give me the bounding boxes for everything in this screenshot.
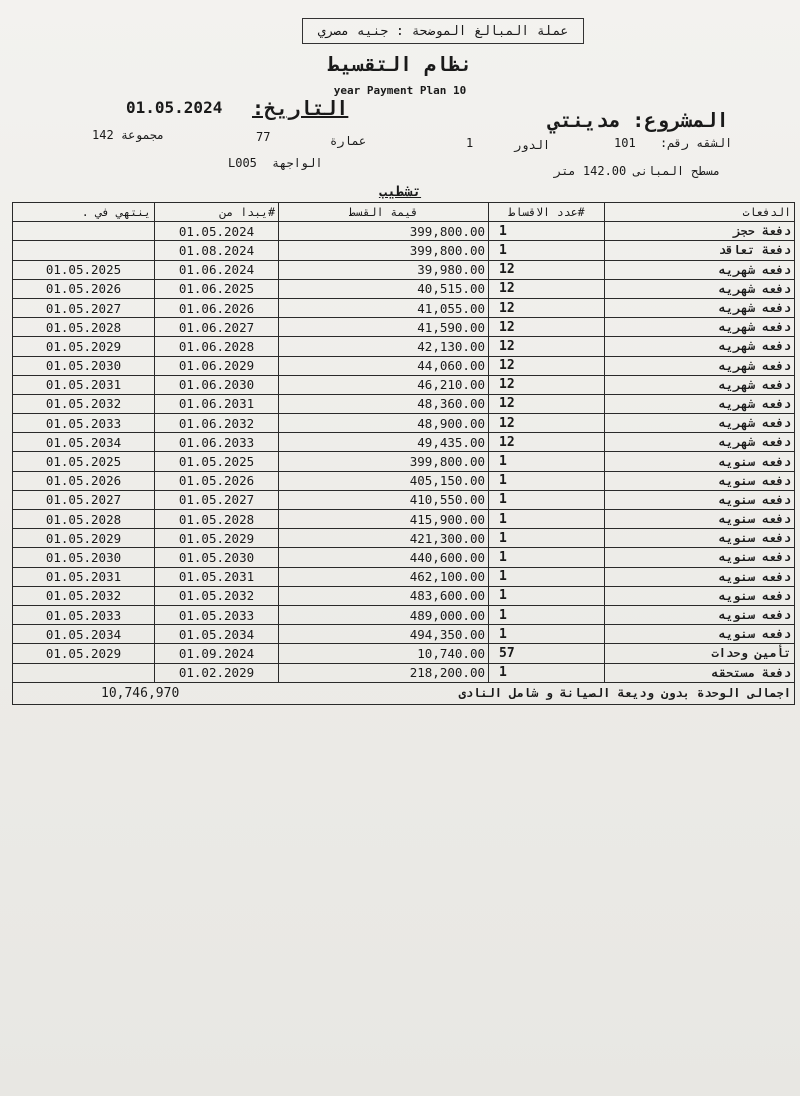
table-row: [13, 222, 795, 241]
end-date-cell: 01.05.2032: [13, 586, 155, 605]
payment-type-cell: دفعه سنويه: [605, 548, 795, 567]
amount-cell: 39,980.00: [279, 260, 489, 279]
start-date-cell: 01.05.2025: [155, 452, 279, 471]
end-date-cell: 01.05.2031: [13, 567, 155, 586]
table-row: [13, 510, 795, 529]
start-date-cell: 01.02.2029: [155, 663, 279, 682]
header-count: #عدد الاقساط: [489, 203, 605, 222]
end-date-cell: 01.05.2033: [13, 605, 155, 624]
count-cell: 1: [489, 490, 605, 509]
payment-type-cell: دفعه سنويه: [605, 529, 795, 548]
header-end: ينتهي في .: [13, 203, 155, 222]
end-date-cell: 01.05.2025: [13, 452, 155, 471]
table-row: [13, 298, 795, 317]
total-value: 10,746,970: [13, 682, 279, 704]
start-date-cell: 01.05.2031: [155, 567, 279, 586]
end-date-cell: 01.05.2032: [13, 394, 155, 413]
table-row: [13, 529, 795, 548]
amount-cell: 415,900.00: [279, 510, 489, 529]
payment-type-cell: دفعه سنويه: [605, 510, 795, 529]
count-cell: 1: [489, 567, 605, 586]
amount-cell: 40,515.00: [279, 279, 489, 298]
end-date-cell: [13, 222, 155, 241]
header-type: الدفعات: [605, 203, 795, 222]
amount-cell: 483,600.00: [279, 586, 489, 605]
end-date-cell: 01.05.2030: [13, 356, 155, 375]
amount-cell: 399,800.00: [279, 452, 489, 471]
start-date-cell: 01.06.2031: [155, 394, 279, 413]
payment-type-cell: دفعة حجز: [605, 222, 795, 241]
table-row: [13, 394, 795, 413]
table-row: [13, 260, 795, 279]
end-date-cell: 01.05.2026: [13, 279, 155, 298]
payment-type-cell: دفعه سنويه: [605, 605, 795, 624]
start-date-cell: 01.05.2024: [155, 222, 279, 241]
count-cell: 12: [489, 260, 605, 279]
start-date-cell: 01.05.2032: [155, 586, 279, 605]
table-row: [13, 375, 795, 394]
start-date-cell: 01.05.2034: [155, 625, 279, 644]
end-date-cell: 01.05.2034: [13, 625, 155, 644]
payment-type-cell: دفعه سنويه: [605, 490, 795, 509]
table-row: [13, 663, 795, 682]
apartment-value: 101: [614, 136, 636, 150]
count-cell: 1: [489, 471, 605, 490]
count-cell: 12: [489, 356, 605, 375]
end-date-cell: 01.05.2029: [13, 337, 155, 356]
payment-type-cell: دفعه شهريه: [605, 279, 795, 298]
amount-cell: 48,360.00: [279, 394, 489, 413]
amount-cell: 41,055.00: [279, 298, 489, 317]
table-row: [13, 586, 795, 605]
total-row: [13, 682, 795, 704]
table-row: [13, 433, 795, 452]
table-row: [13, 279, 795, 298]
start-date-cell: 01.06.2025: [155, 279, 279, 298]
payment-type-cell: دفعه شهريه: [605, 298, 795, 317]
count-cell: 12: [489, 337, 605, 356]
end-date-cell: 01.05.2025: [13, 260, 155, 279]
end-date-cell: 01.05.2029: [13, 644, 155, 663]
count-cell: 1: [489, 625, 605, 644]
amount-cell: 218,200.00: [279, 663, 489, 682]
end-date-cell: 01.05.2030: [13, 548, 155, 567]
payment-type-cell: دفعه شهريه: [605, 260, 795, 279]
amount-cell: 46,210.00: [279, 375, 489, 394]
facade-value: L005: [228, 156, 257, 170]
end-date-cell: 01.05.2028: [13, 318, 155, 337]
start-date-cell: 01.08.2024: [155, 241, 279, 260]
start-date-cell: 01.09.2024: [155, 644, 279, 663]
payment-plan-table: [12, 202, 795, 705]
end-date-cell: [13, 241, 155, 260]
amount-cell: 399,800.00: [279, 241, 489, 260]
area-info: مسطح المبانى 142.00 متر: [554, 164, 721, 178]
table-row: [13, 318, 795, 337]
end-date-cell: 01.05.2026: [13, 471, 155, 490]
building-label: عمارة: [330, 134, 367, 148]
count-cell: 1: [489, 222, 605, 241]
count-cell: 1: [489, 605, 605, 624]
start-date-cell: 01.06.2030: [155, 375, 279, 394]
amount-cell: 44,060.00: [279, 356, 489, 375]
group-value: مجموعة 142: [92, 128, 165, 142]
end-date-cell: [13, 663, 155, 682]
count-cell: 12: [489, 279, 605, 298]
table-row: [13, 452, 795, 471]
payment-type-cell: دفعه سنويه: [605, 452, 795, 471]
payment-type-cell: دفعه سنويه: [605, 586, 795, 605]
payment-type-cell: دفعة مستحقه: [605, 663, 795, 682]
amount-cell: 41,590.00: [279, 318, 489, 337]
end-date-cell: 01.05.2029: [13, 529, 155, 548]
date-value: 01.05.2024: [126, 98, 223, 117]
table-row: [13, 471, 795, 490]
start-date-cell: 01.06.2029: [155, 356, 279, 375]
end-date-cell: 01.05.2027: [13, 490, 155, 509]
start-date-cell: 01.05.2030: [155, 548, 279, 567]
payment-type-cell: دفعه شهريه: [605, 337, 795, 356]
amount-cell: 399,800.00: [279, 222, 489, 241]
payment-type-cell: دفعه شهريه: [605, 394, 795, 413]
count-cell: 1: [489, 510, 605, 529]
floor-label: الدور: [514, 138, 551, 152]
facade-label: الواجهة: [272, 156, 323, 170]
amount-cell: 405,150.00: [279, 471, 489, 490]
amount-cell: 410,550.00: [279, 490, 489, 509]
start-date-cell: 01.06.2024: [155, 260, 279, 279]
table-row: [13, 356, 795, 375]
section-title: تشطيب: [378, 184, 422, 200]
count-cell: 1: [489, 586, 605, 605]
amount-cell: 10,740.00: [279, 644, 489, 663]
count-cell: 12: [489, 394, 605, 413]
floor-value: 1: [466, 136, 474, 150]
start-date-cell: 01.06.2027: [155, 318, 279, 337]
start-date-cell: 01.05.2029: [155, 529, 279, 548]
date-label: التاريخ:: [252, 96, 349, 120]
start-date-cell: 01.06.2026: [155, 298, 279, 317]
payment-type-cell: دفعه شهريه: [605, 414, 795, 433]
payment-type-cell: دفعه شهريه: [605, 356, 795, 375]
payment-type-cell: دفعه سنويه: [605, 625, 795, 644]
end-date-cell: 01.05.2031: [13, 375, 155, 394]
payment-type-cell: دفعه شهريه: [605, 433, 795, 452]
payment-type-cell: دفعه سنويه: [605, 471, 795, 490]
project-label: المشروع: مدينتي: [548, 108, 729, 132]
table-row: [13, 567, 795, 586]
payment-type-cell: دفعه سنويه: [605, 567, 795, 586]
payment-type-cell: تأمين وحدات: [605, 644, 795, 663]
count-cell: 12: [489, 433, 605, 452]
count-cell: 1: [489, 663, 605, 682]
amount-cell: 462,100.00: [279, 567, 489, 586]
currency-note: عملة المبالغ الموضحة : جنيه مصري: [302, 18, 584, 44]
count-cell: 57: [489, 644, 605, 663]
amount-cell: 48,900.00: [279, 414, 489, 433]
start-date-cell: 01.06.2028: [155, 337, 279, 356]
payment-type-cell: دفعه شهريه: [605, 375, 795, 394]
end-date-cell: 01.05.2027: [13, 298, 155, 317]
page-title: نظام التقسيط: [327, 52, 473, 76]
count-cell: 1: [489, 529, 605, 548]
payment-type-cell: دفعه شهريه: [605, 318, 795, 337]
amount-cell: 440,600.00: [279, 548, 489, 567]
payment-type-cell: دفعة تعاقد: [605, 241, 795, 260]
total-label: اجمالى الوحدة بدون وديعة الصيانة و شامل النادى: [279, 682, 795, 704]
table-row: [13, 490, 795, 509]
table-row: [13, 548, 795, 567]
page-subtitle: year Payment Plan 10: [333, 84, 467, 97]
table-row: [13, 625, 795, 644]
start-date-cell: 01.05.2027: [155, 490, 279, 509]
start-date-cell: 01.06.2033: [155, 433, 279, 452]
table-row: [13, 605, 795, 624]
table-row: [13, 644, 795, 663]
end-date-cell: 01.05.2033: [13, 414, 155, 433]
start-date-cell: 01.05.2033: [155, 605, 279, 624]
end-date-cell: 01.05.2034: [13, 433, 155, 452]
start-date-cell: 01.05.2026: [155, 471, 279, 490]
amount-cell: 421,300.00: [279, 529, 489, 548]
count-cell: 1: [489, 241, 605, 260]
count-cell: 1: [489, 548, 605, 567]
end-date-cell: 01.05.2028: [13, 510, 155, 529]
header-start: #يبدا من: [155, 203, 279, 222]
count-cell: 12: [489, 414, 605, 433]
apartment-label: الشقه رقم:: [660, 136, 733, 150]
count-cell: 12: [489, 298, 605, 317]
building-value: 77: [256, 130, 271, 144]
amount-cell: 49,435.00: [279, 433, 489, 452]
amount-cell: 42,130.00: [279, 337, 489, 356]
amount-cell: 489,000.00: [279, 605, 489, 624]
count-cell: 1: [489, 452, 605, 471]
table-row: [13, 337, 795, 356]
table-row: [13, 241, 795, 260]
count-cell: 12: [489, 318, 605, 337]
start-date-cell: 01.05.2028: [155, 510, 279, 529]
header-amount: قيمة القسط: [279, 203, 489, 222]
start-date-cell: 01.06.2032: [155, 414, 279, 433]
amount-cell: 494,350.00: [279, 625, 489, 644]
count-cell: 12: [489, 375, 605, 394]
table-row: [13, 414, 795, 433]
